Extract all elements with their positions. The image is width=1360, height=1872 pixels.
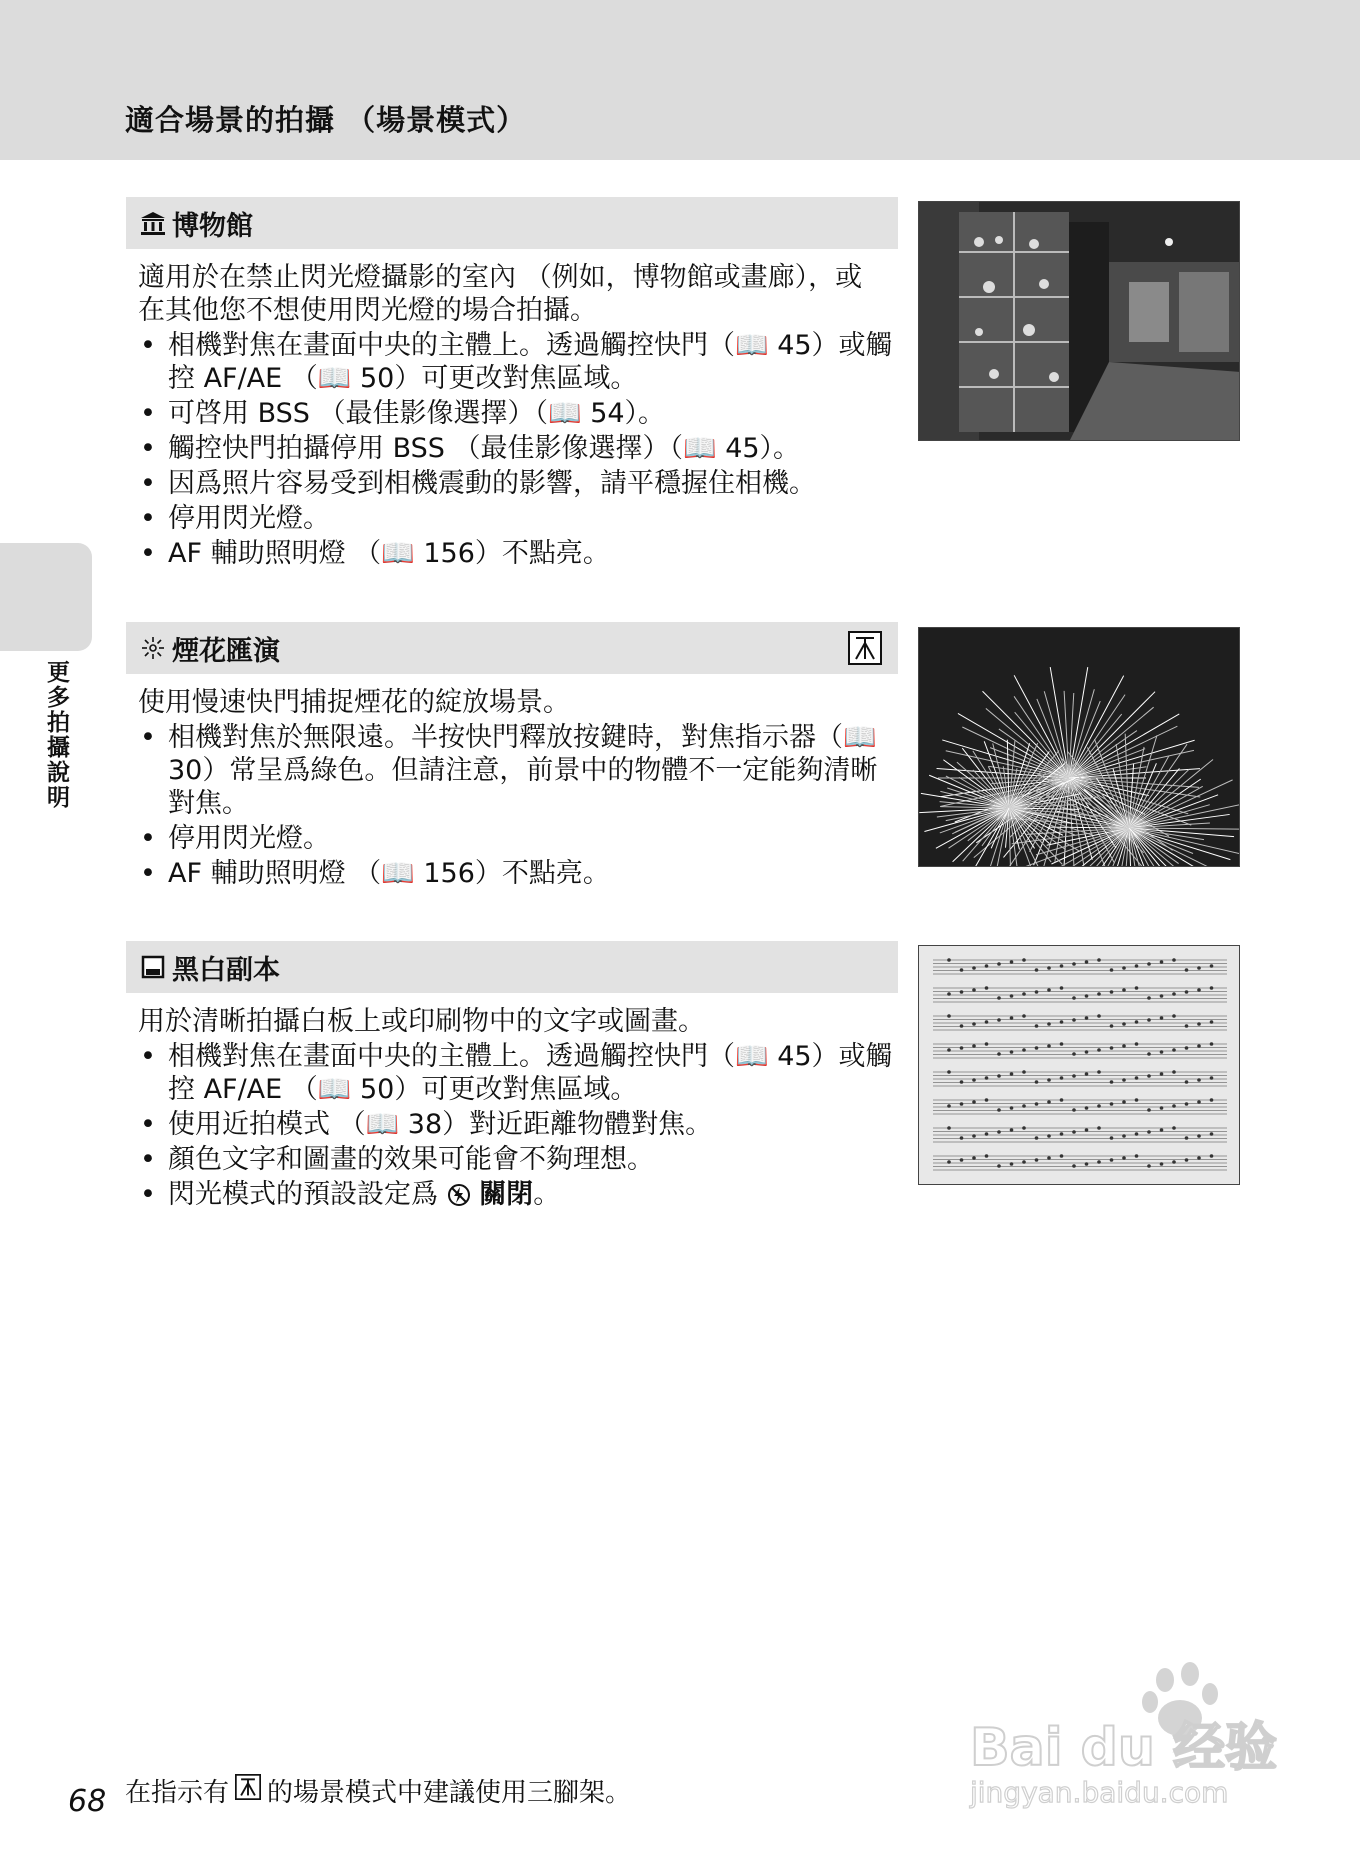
watermark-brand: Bai du 经验 [970,1718,1277,1778]
note-head [1022,1048,1026,1052]
note-head [1022,1126,1026,1130]
note-head [1047,1134,1051,1138]
bullet-text: 閃光模式的預設設定爲 [168,1179,447,1210]
note-head [1110,1158,1114,1162]
note-head [1122,1022,1126,1026]
section-museum [126,197,898,572]
note-head [1072,962,1076,966]
note-head [1047,988,1051,992]
note-head [947,1104,951,1108]
note-head [1060,1042,1064,1046]
note-head [1197,1134,1201,1138]
list-item: • AF 輔助照明燈 （📖 156）不點亮。 [138,537,898,570]
note-head [1122,1044,1126,1048]
note-head [1210,1076,1214,1080]
note-head [1160,1162,1164,1166]
list-item: • AF 輔助照明燈 （📖 156）不點亮。 [138,857,898,890]
note-head [1147,962,1151,966]
note-head [1060,1020,1064,1024]
museum-photo [918,201,1240,441]
note-head [972,1100,976,1104]
flash-off-icon [447,1179,471,1210]
note-head [985,1098,989,1102]
list-item: • 相機對焦在畫面中央的主體上。透過觸控快門（📖 45）或觸控 AF/AE （📖 50）可更改對焦區域。 [138,329,898,395]
note-head [947,958,951,962]
note-text: 在指示有 [125,1778,230,1808]
note-head [1147,996,1151,1000]
note-head [1135,964,1139,968]
list-item: • 停用閃光燈。 [138,502,898,535]
note-head [1097,1104,1101,1108]
note-head [1097,992,1101,996]
note-head [1210,1154,1214,1158]
note-head [1022,1104,1026,1108]
note-head [947,1014,951,1018]
note-head [1010,960,1014,964]
flash-off-label: 關閉 [479,1179,534,1210]
section-description: 適用於在禁止閃光燈攝影的室內 （例如，博物館或畫廊），或在其他您不想使用閃光燈的場合拍攝。 [138,262,863,326]
note-head [1185,1102,1189,1106]
note-head [1110,1046,1114,1050]
note-head [985,1132,989,1136]
note-head [960,1046,964,1050]
note-head [1210,1098,1214,1102]
note-head [985,1076,989,1080]
note-head [1035,1158,1039,1162]
note-head [960,1136,964,1140]
note-head [1035,1046,1039,1050]
list-item: • 停用閃光燈。 [138,822,898,855]
note-head [1085,1072,1089,1076]
note-head [985,964,989,968]
note-head [1147,1130,1151,1134]
note-head [985,986,989,990]
note-head [1035,1136,1039,1140]
note-head [1097,1014,1101,1018]
note-head [997,996,1001,1000]
note-head [1122,966,1126,970]
note-head [1185,968,1189,972]
note-head [1047,1156,1051,1160]
note-head [1160,960,1164,964]
note-head [1147,1018,1151,1022]
note-head [1097,1126,1101,1130]
note-head [960,1024,964,1028]
list-item: • 顏色文字和圖畫的效果可能會不夠理想。 [138,1143,898,1176]
note-head [997,1108,1001,1112]
note-text: 的場景模式中建議使用三腳架。 [267,1778,632,1808]
note-head [1210,1132,1214,1136]
note-head [1172,992,1176,996]
note-head [1072,1074,1076,1078]
note-head [1047,966,1051,970]
museum-icon [138,211,168,235]
note-head [1122,1156,1126,1160]
note-head [1110,990,1114,994]
note-head [1135,1132,1139,1136]
note-head [1122,1134,1126,1138]
note-head [1060,1098,1064,1102]
note-head [1035,1102,1039,1106]
note-head [1060,1154,1064,1158]
note-head [1172,1104,1176,1108]
note-head [1097,1160,1101,1164]
fireworks-photo [918,627,1240,867]
note-head [1010,1072,1014,1076]
fireworks-icon [138,635,168,661]
note-head [985,1020,989,1024]
note-head [1085,994,1089,998]
note-head [1022,958,1026,962]
note-head [1185,990,1189,994]
note-head [1035,968,1039,972]
note-head [1135,1098,1139,1102]
note-head [1097,958,1101,962]
note-head [1172,1048,1176,1052]
note-head [960,990,964,994]
note-head [1172,958,1176,962]
note-head [1210,986,1214,990]
tripod-icon [235,1774,261,1807]
note-head [1047,1078,1051,1082]
section-title: 煙花匯演 [172,635,280,667]
note-head [1122,1100,1126,1104]
note-head [960,1102,964,1106]
note-head [1160,1106,1164,1110]
note-head [1135,1154,1139,1158]
note-head [1035,1080,1039,1084]
note-head [1147,1164,1151,1168]
note-head [1172,1070,1176,1074]
note-head [1010,1106,1014,1110]
note-head [1122,1078,1126,1082]
section-title: 博物館 [172,210,253,242]
note-head [1197,1078,1201,1082]
note-head [1197,1044,1201,1048]
baidu-watermark [960,1660,1290,1810]
note-head [1072,1052,1076,1056]
bullet-text: 。 [533,1179,561,1210]
page-title: 適合場景的拍攝 （場景模式） [125,103,527,137]
note-head [1210,964,1214,968]
note-head [1010,994,1014,998]
note-head [1085,1050,1089,1054]
note-head [1110,1102,1114,1106]
tripod-icon [848,631,882,665]
note-head [1185,1024,1189,1028]
note-head [1147,1108,1151,1112]
note-head [972,1156,976,1160]
note-head [1160,994,1164,998]
list-item: • 使用近拍模式 （📖 38）對近距離物體對焦。 [138,1108,898,1141]
bullet-list [138,721,898,890]
section-header [126,197,898,249]
note-head [1010,1050,1014,1054]
note-head [1135,1020,1139,1024]
note-head [1147,1052,1151,1056]
note-head [1085,960,1089,964]
note-head [1072,996,1076,1000]
note-head [1022,992,1026,996]
section-fireworks [126,622,898,892]
note-head [1085,1128,1089,1132]
note-head [1197,1022,1201,1026]
note-head [1047,1100,1051,1104]
note-head [1160,1016,1164,1020]
note-head [1185,1080,1189,1084]
note-head [947,1048,951,1052]
section-description: 用於清晰拍攝白板上或印刷物中的文字或圖畫。 [138,1006,705,1037]
note-head [947,992,951,996]
note-head [1072,1018,1076,1022]
note-head [1010,1162,1014,1166]
note-head [1122,988,1126,992]
note-head [1185,1046,1189,1050]
note-head [1147,1074,1151,1078]
list-item [138,1178,898,1211]
note-head [1060,964,1064,968]
note-head [1035,990,1039,994]
note-head [1197,1100,1201,1104]
note-head [960,968,964,972]
list-item: • 可啓用 BSS （最佳影像選擇）（📖 54）。 [138,397,898,430]
note-head [1022,1160,1026,1164]
note-head [1022,1070,1026,1074]
note-head [972,1022,976,1026]
note-head [1185,1136,1189,1140]
note-head [985,1042,989,1046]
note-head [972,1134,976,1138]
note-head [997,1018,1001,1022]
watermark-url: jingyan.baidu.com [970,1776,1229,1809]
note-head [1072,1164,1076,1168]
note-head [1022,1014,1026,1018]
note-head [1072,1130,1076,1134]
list-item: • 觸控快門拍攝停用 BSS （最佳影像選擇）（📖 45）。 [138,432,898,465]
note-head [1060,1132,1064,1136]
note-head [1135,986,1139,990]
note-head [1047,1044,1051,1048]
sheet-music-photo [918,945,1240,1185]
section-header [126,622,898,674]
note-head [997,962,1001,966]
note-head [1197,988,1201,992]
note-head [997,1052,1001,1056]
note-head [1210,1020,1214,1024]
tripod-note [125,1772,631,1809]
section-title: 黑白副本 [172,954,280,986]
note-head [1172,1014,1176,1018]
copy-icon [138,955,168,979]
note-head [947,1160,951,1164]
note-head [972,1044,976,1048]
note-head [1085,1016,1089,1020]
note-head [1135,1042,1139,1046]
section-header [126,941,898,993]
note-head [1060,1076,1064,1080]
note-head [1197,1156,1201,1160]
note-head [1085,1162,1089,1166]
note-head [985,1154,989,1158]
note-head [1160,1128,1164,1132]
note-head [960,1158,964,1162]
note-head [947,1126,951,1130]
chapter-label: 更多拍攝說明 [43,660,69,810]
note-head [997,1074,1001,1078]
note-head [960,1080,964,1084]
bullet-list [138,1040,898,1211]
note-head [1035,1024,1039,1028]
note-head [1135,1076,1139,1080]
list-item: • 因爲照片容易受到相機震動的影響，請平穩握住相機。 [138,467,898,500]
note-head [1097,1070,1101,1074]
note-head [1172,1160,1176,1164]
note-head [1110,968,1114,972]
note-head [1085,1106,1089,1110]
note-head [1185,1158,1189,1162]
note-head [1197,966,1201,970]
note-head [1110,1080,1114,1084]
note-head [1110,1024,1114,1028]
note-head [1097,1048,1101,1052]
note-head [1060,986,1064,990]
note-head [1010,1128,1014,1132]
section-description: 使用慢速快門捕捉煙花的綻放場景。 [138,687,570,718]
bullet-list [138,329,898,570]
note-head [1172,1126,1176,1130]
note-head [1047,1022,1051,1026]
note-head [1210,1042,1214,1046]
note-head [1010,1016,1014,1020]
note-head [1160,1050,1164,1054]
note-head [997,1164,1001,1168]
note-head [997,1130,1001,1134]
note-head [972,1078,976,1082]
note-head [972,988,976,992]
note-head [1160,1072,1164,1076]
list-item: • 相機對焦在畫面中央的主體上。透過觸控快門（📖 45）或觸控 AF/AE （📖 50）可更改對焦區域。 [138,1040,898,1106]
section-copy [126,941,898,1213]
chapter-tab[interactable] [0,543,92,651]
note-head [947,1070,951,1074]
list-item: • 相機對焦於無限遠。半按快門釋放按鍵時，對焦指示器（📖 30）常呈爲綠色。但請注意，前景中的物體不一定能夠清晰對焦。 [138,721,898,820]
note-head [972,966,976,970]
note-head [1072,1108,1076,1112]
note-head [1110,1136,1114,1140]
page-number: 68 [68,1784,107,1819]
